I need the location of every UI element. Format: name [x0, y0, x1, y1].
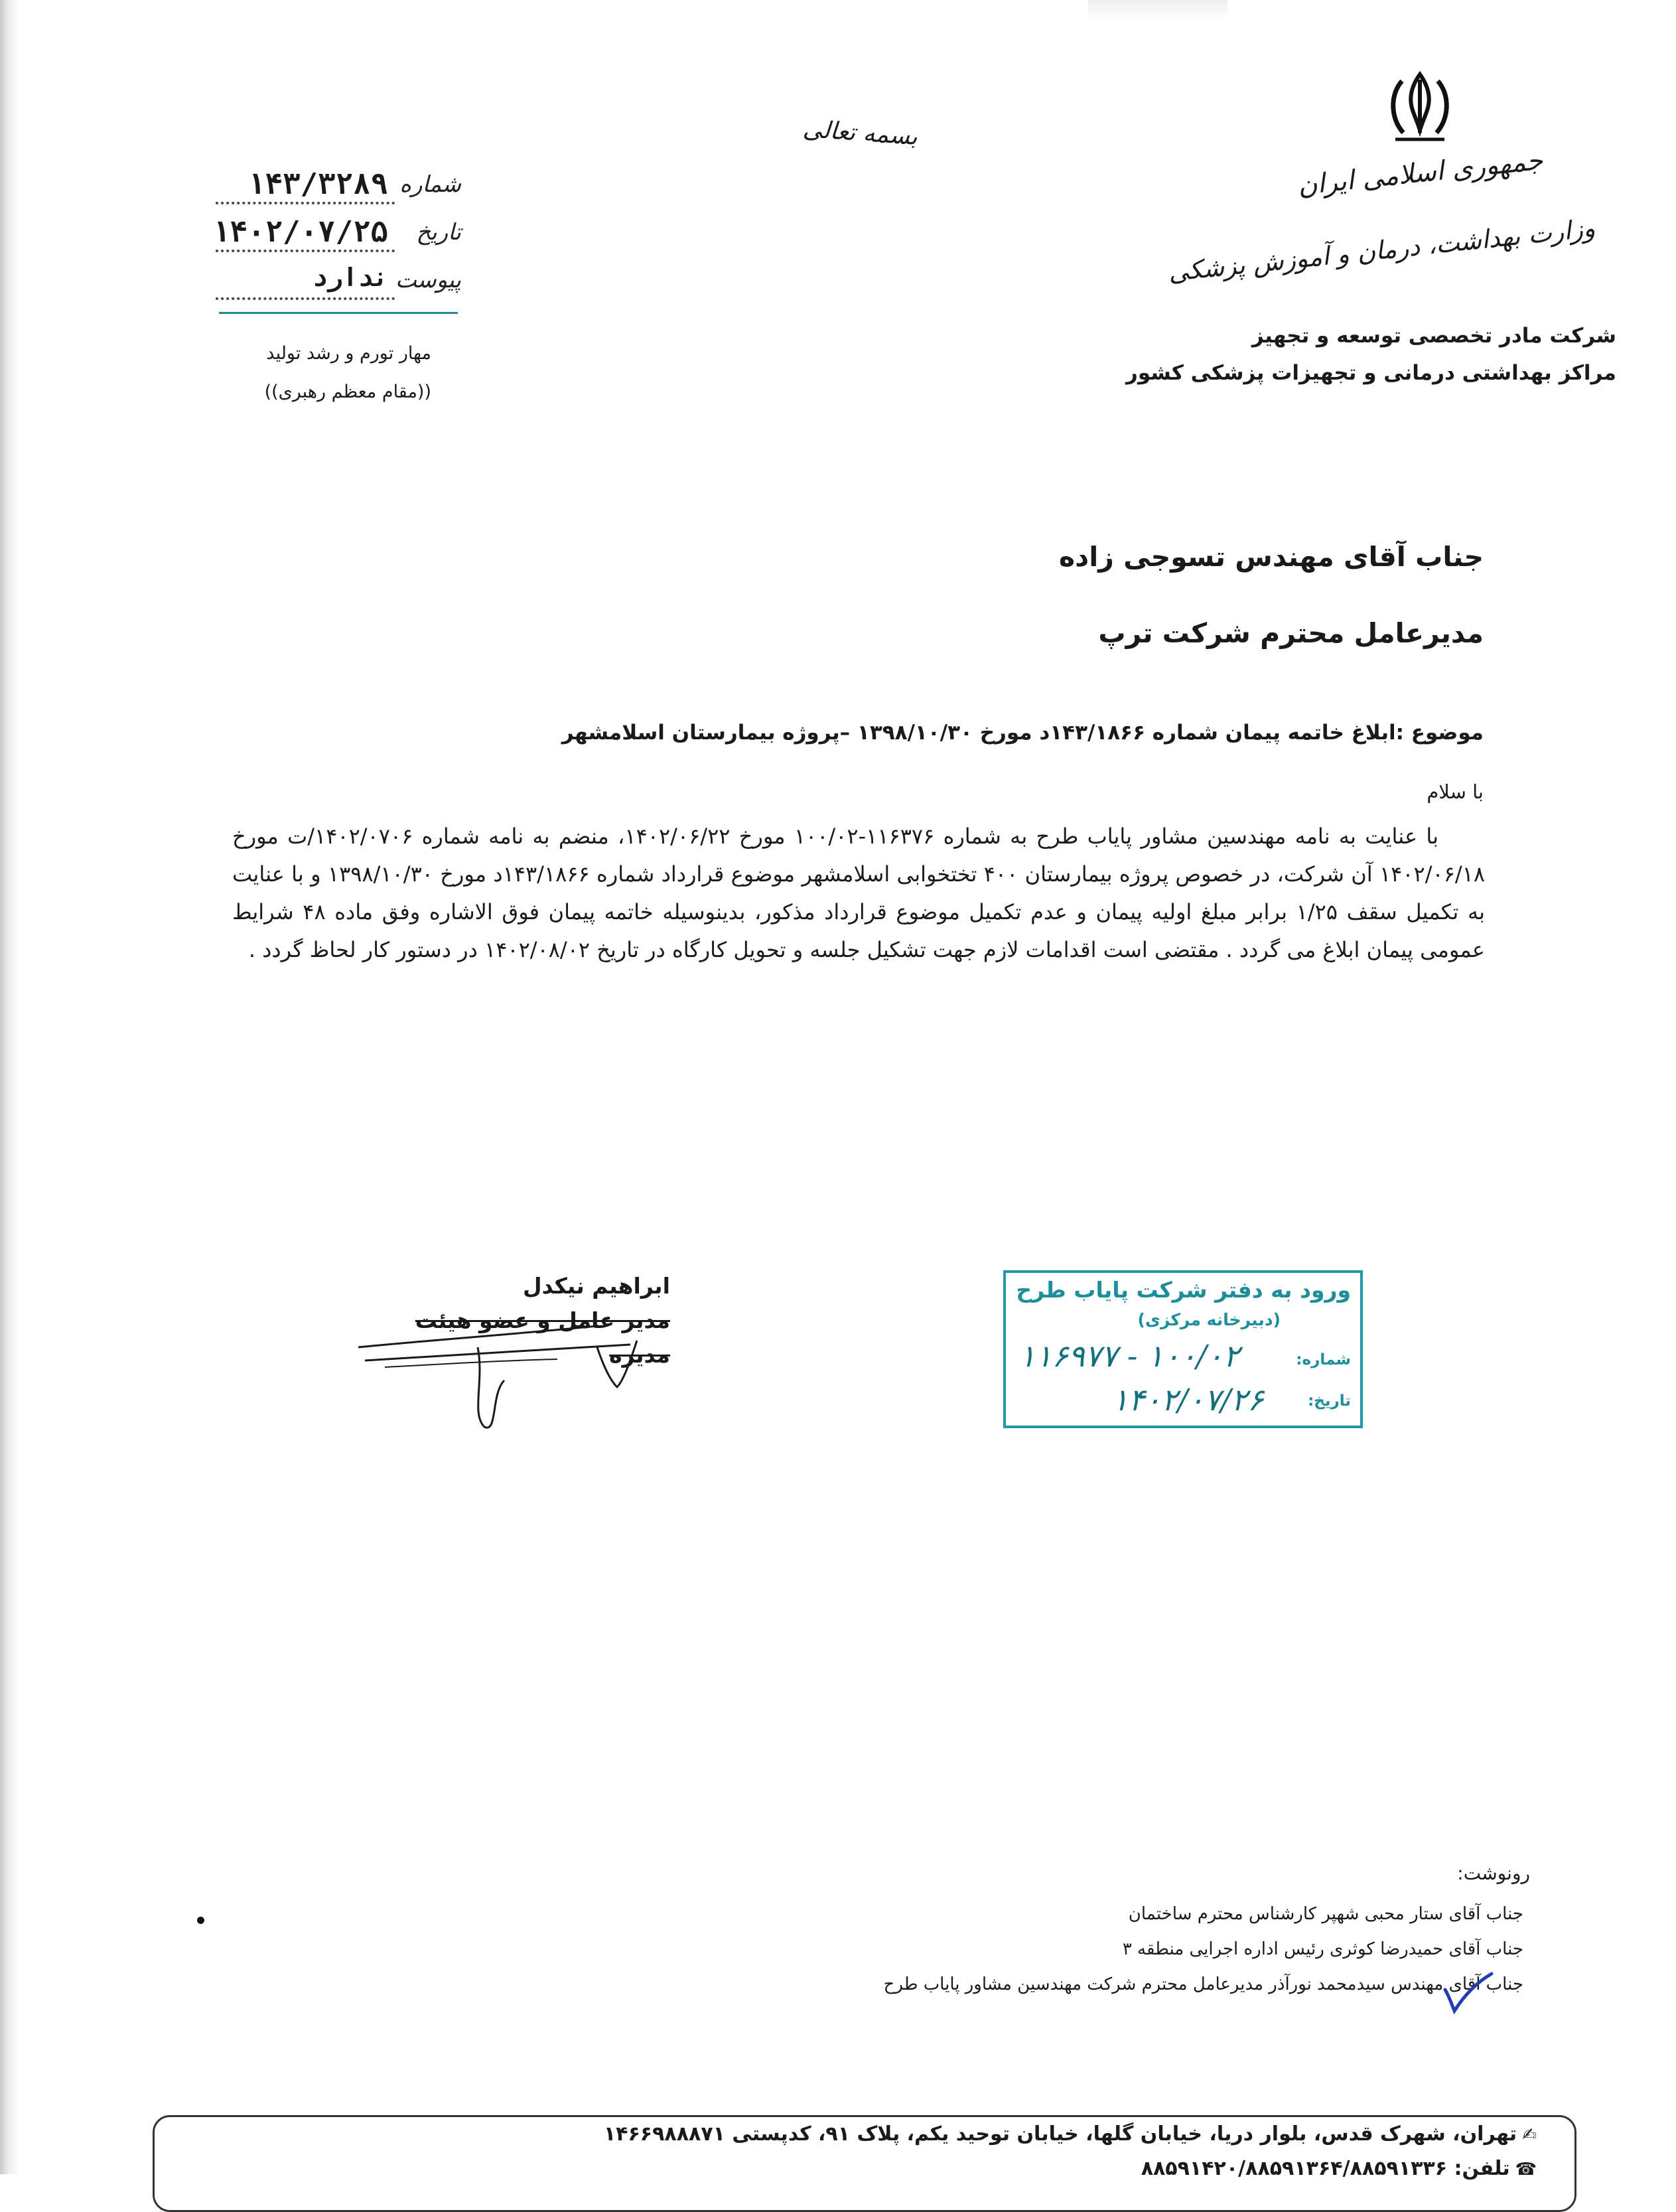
stamp-number-value: ۱۰۰/۰۲ - ۱۱۶۹۷۷: [1019, 1338, 1240, 1374]
stamp-title: ورود به دفتر شرکت پایاب طرح: [1016, 1277, 1351, 1303]
signatory-name: ابراهیم نیکدل: [522, 1273, 670, 1299]
scan-fold-mark: [1088, 0, 1227, 20]
meta-number-value: ۱۴۳/۳۲۸۹: [247, 167, 388, 201]
bismillah: بسمه تعالی: [802, 115, 919, 151]
cc-title: رونوشت:: [1457, 1862, 1530, 1884]
iran-emblem-icon: [1377, 66, 1463, 146]
meta-date-label: تاریخ: [416, 219, 461, 246]
slogan: [265, 334, 431, 411]
greeting: با سلام: [1427, 780, 1484, 803]
cc-item-3: جناب آقای مهندس سیدمحمد نورآذر مدیرعامل محترم شرکت مهندسین مشاور پایاب طرح: [883, 1974, 1523, 1994]
stamp-number-label: شماره:: [1296, 1351, 1351, 1368]
cc-item-2: جناب آقای حمیدرضا کوثری رئیس اداره اجرایی منطقه ۳: [1122, 1939, 1523, 1959]
received-stamp: [1003, 1270, 1363, 1428]
slogan-line-1: مهار تورم و رشد تولید: [266, 343, 431, 364]
phone-icon: ☎: [1515, 2160, 1537, 2179]
country-name: جمهوری اسلامی ایران: [1296, 145, 1545, 202]
addressee-title: مدیرعامل محترم شرکت ترپ: [1098, 617, 1484, 649]
ministry-name: وزارت بهداشت، درمان و آموزش پزشکی: [1166, 213, 1597, 287]
cc-item-1: جناب آقای ستار محبی شهپر کارشناس محترم ساختمان: [1128, 1904, 1523, 1924]
footer-phone: [1141, 2157, 1537, 2180]
signatory-title: مدیر عامل و عضو هیئت مدیره: [415, 1307, 670, 1368]
meta-divider: [219, 312, 458, 314]
footer-address: [604, 2122, 1537, 2146]
addressee-name: جناب آقای مهندس تسوجی زاده: [1058, 541, 1484, 573]
meta-number-label: شماره: [399, 171, 461, 198]
addressee: [1059, 519, 1484, 672]
subject: [562, 715, 1484, 750]
stamp-subtitle: (دبیرخانه مرکزی): [1137, 1310, 1281, 1329]
scan-edge-shadow: [0, 0, 20, 2174]
meta-attachment-value: ندارد: [312, 263, 388, 292]
footer-address-text: تهران، شهرک قدس، بلوار دریا، خیابان گلها، خیابان توحید یکم، پلاک ۹۱، کدپستی ۱۴۶۶۹۸۸۸۷۱: [603, 2122, 1517, 2146]
checkmark-icon: [1441, 1970, 1494, 2016]
meta-attachment-dots: [216, 297, 395, 300]
stamp-date-label: تاریخ:: [1308, 1392, 1351, 1410]
org-line-1: شرکت مادر تخصصی توسعه و تجهیز: [1251, 324, 1616, 348]
letter-body: با عنایت به نامه مهندسین مشاور پایاب طرح به شماره ۱۱۶۳۷۶-۱۰۰/۰۲ مورخ ۱۴۰۲/۰۶/۲۲، منضم به نامه شماره ۱۴۰۲/۰۷۰۶/ت مورخ ۱۴۰۲/۰۶/۱۸ آن شرکت، در خصوص پروژه بیمارستان ۴۰۰ تختخوابی اسلامشهر موضوع قرارداد شماره ۱۴۳/۱۸۶۶د مورخ ۱۳۹۸/۱۰/۳۰ و با عنایت به تکمیل سقف ۱/۲۵ برابر مبلغ اولیه پیمان و عدم تکمیل موضوع قرارداد مذکور، بدینوسیله خاتمه پیمان فوق الاشاره وفق ماده ۴۸ شرایط عمومی پیمان ابلاغ می گردد . مقتضی است اقدامات لازم جهت تشکیل جلسه و تحویل کارگاه در تاریخ ۱۴۰۲/۰۸/۰۲ در دستور کار لحاظ گردد .: [232, 824, 1486, 962]
footer-phone-text: تلفن: ۸۸۵۹۱۴۲۰/۸۸۵۹۱۳۶۴/۸۸۵۹۱۳۳۶: [1141, 2157, 1510, 2180]
subject-line: موضوع :ابلاغ خاتمه پیمان شماره ۱۴۳/۱۸۶۶د مورخ ۱۳۹۸/۱۰/۳۰ –پروژه بیمارستان اسلامشهر: [561, 721, 1484, 745]
meta-number-dots: [216, 202, 395, 204]
handwritten-signature: [345, 1321, 650, 1440]
meta-attachment-label: پیوست: [395, 267, 461, 293]
meta-number-row: [196, 167, 461, 215]
meta-date-row: [196, 215, 461, 263]
stamp-date-value: ۱۴۰۲/۰۷/۲۶: [1112, 1382, 1264, 1418]
address-pen-icon: ✍: [1522, 2125, 1537, 2145]
meta-date-dots: [216, 250, 395, 252]
meta-attachment-row: [196, 263, 461, 311]
org-line-2: مراکز بهداشتی درمانی و تجهیزات پزشکی کشور: [1126, 361, 1616, 385]
slogan-line-2: ((مقام معظم رهبری)): [264, 382, 431, 402]
cc-list: [884, 1897, 1523, 2002]
letter-meta: [196, 167, 461, 311]
organization-block: [1126, 317, 1616, 392]
meta-date-value: ۱۴۰۲/۰۷/۲۵: [212, 215, 388, 249]
cc-bullet-icon: [197, 1917, 204, 1924]
